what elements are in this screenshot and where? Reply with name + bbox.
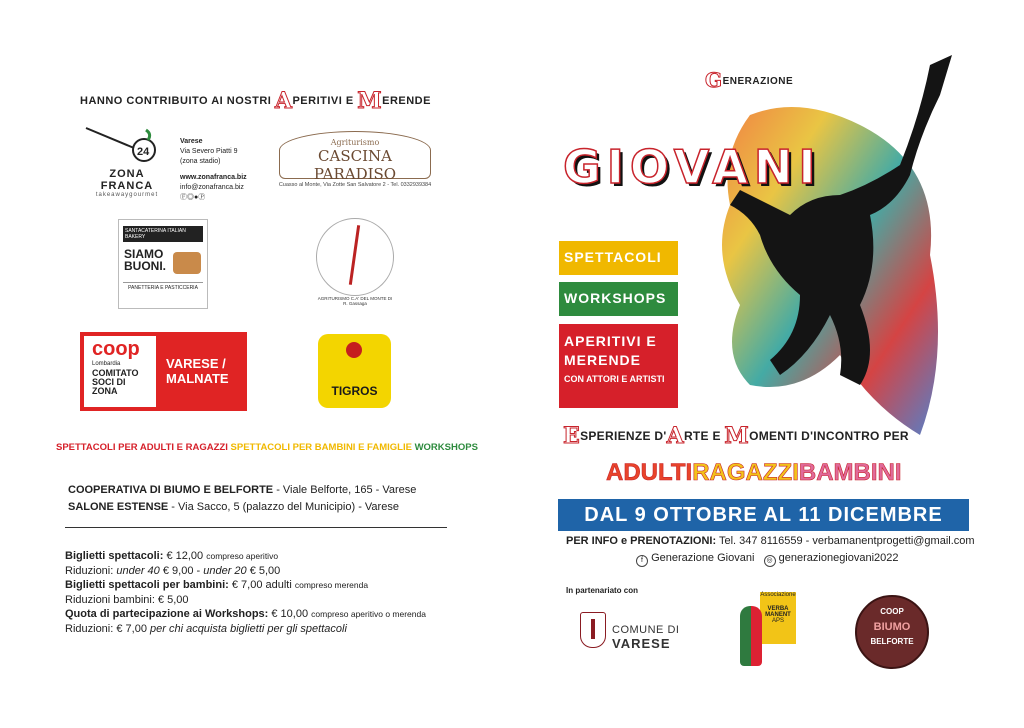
dates-banner: DAL 9 OTTOBRE AL 11 DICEMBRE	[558, 499, 969, 531]
workshops-box: WORKSHOPS	[559, 282, 678, 316]
coop-inner	[84, 336, 156, 407]
sponsors-title-m: M	[357, 88, 383, 114]
audience-line	[606, 459, 902, 487]
esperienze-text-2: RTE E	[683, 429, 725, 443]
agriturismo-monte-text: AGRITURISMO C.A' DEL MONTE DI R. Gassaga	[317, 296, 393, 306]
coop-city-2: MALNATE	[166, 371, 229, 386]
price-line	[65, 549, 426, 564]
cascina-banner	[279, 131, 431, 183]
zona-franca-wordmark: ZONA FRANCA	[100, 168, 154, 192]
aperitivi-line-2: MERENDE	[564, 352, 642, 368]
info-label: PER INFO e PRENOTAZIONI:	[566, 535, 717, 547]
social-line	[636, 552, 899, 567]
generazione-g: G	[705, 68, 723, 92]
audience-ragazzi: RAGAZZI	[692, 459, 799, 486]
venues-list	[68, 482, 416, 516]
biumo-line-1: COOP	[880, 607, 904, 616]
generazione-label	[705, 68, 793, 92]
venue-name: COOPERATIVA DI BIUMO E BELFORTE	[68, 484, 274, 496]
spettacoli-box: SPETTACOLI	[559, 241, 678, 275]
categories-bambini-famiglie: SPETTACOLI PER BAMBINI E FAMIGLIE	[230, 442, 415, 453]
jester-icon	[740, 606, 762, 666]
esperienze-e: E	[563, 423, 581, 449]
cascina-name: CASCINA PARADISO	[313, 147, 397, 183]
tigros-wordmark: TIGROS	[331, 384, 378, 398]
venue-item	[68, 482, 416, 499]
categories-workshops: WORKSHOPS	[414, 442, 478, 453]
zona-franca-social-icons: Ⓕ◎●Ⓟ	[180, 194, 206, 201]
instagram-handle: generazionegiovani2022	[778, 552, 899, 564]
venue-item	[68, 499, 416, 516]
plate-icon	[316, 218, 394, 296]
price-line	[65, 607, 426, 622]
price-text: € 9,00 -	[159, 564, 204, 577]
price-text: Riduzioni: € 7,00	[65, 622, 150, 635]
siamo-buoni-headline-2: BUONI.	[124, 259, 166, 273]
coop-city-1: VARESE /	[166, 356, 226, 371]
venue-name: SALONE ESTENSE	[68, 501, 169, 513]
comune-varese-logo	[580, 612, 680, 656]
divider	[65, 527, 447, 528]
comune-line-1: COMUNE DI	[612, 624, 680, 636]
price-line	[65, 578, 426, 593]
venue-address: - Viale Belforte, 165 - Varese	[273, 484, 417, 496]
verba-line-2: VERBA	[767, 606, 789, 612]
cascina-paradiso-logo	[270, 131, 440, 191]
price-label: Biglietti spettacoli:	[65, 550, 164, 562]
svg-text:24: 24	[137, 146, 150, 158]
comune-line-2: VARESE	[612, 636, 671, 651]
apple-icon	[346, 342, 362, 358]
sponsors-title	[80, 88, 431, 114]
price-note: compreso merenda	[294, 580, 369, 590]
price-line	[65, 622, 426, 637]
zona-franca-logo	[82, 124, 172, 204]
price-label: Biglietti spettacoli per bambini:	[65, 579, 229, 591]
cascina-address: Cuasso al Monte, Via Zotte San Salvatore 2 - Tel. 0332939384	[278, 182, 432, 188]
aperitivi-box	[559, 324, 678, 408]
price-line	[65, 564, 426, 579]
info-line	[566, 535, 975, 547]
verba-line-1: Associazione	[760, 592, 796, 598]
esperienze-text-1: SPERIENZE D'	[580, 429, 667, 443]
biumo-line-2: BIUMO	[873, 621, 911, 633]
coop-wordmark: coop	[92, 338, 140, 360]
esperienze-m: M	[724, 423, 750, 449]
bread-icon	[173, 252, 201, 274]
dancer-artwork	[690, 55, 990, 455]
zona-franca-spoon-icon	[82, 124, 172, 168]
zona-franca-tagline: takeawaygourmet	[95, 192, 159, 198]
price-value: € 10,00	[268, 608, 312, 620]
price-text: per chi acquista biglietti per gli spettacoli	[150, 622, 347, 635]
audience-adulti: ADULTI	[606, 459, 693, 486]
coop-cities	[166, 356, 229, 386]
sponsors-title-merende: ERENDE	[382, 95, 431, 107]
zona-franca-area: (zona stadio)	[180, 158, 221, 165]
coop-comitato-logo	[80, 332, 247, 411]
price-note: compreso aperitivo	[206, 551, 279, 561]
facebook-handle: Generazione Giovani	[651, 552, 755, 564]
shield-icon	[580, 612, 606, 648]
price-text: under 40	[116, 564, 160, 577]
giovani-title: GIOVANI	[563, 140, 822, 194]
coop-line-1: COMITATO	[92, 368, 139, 378]
siamo-buoni-bottom: PANETTERIA E PASTICCERIA	[123, 282, 203, 291]
agriturismo-monte-logo	[315, 218, 395, 308]
partner-label: In partenariato con	[566, 586, 639, 595]
audience-bambini: BAMBINI	[798, 459, 902, 486]
zona-franca-city: Varese	[180, 138, 203, 145]
esperienze-a: A	[666, 423, 684, 449]
siamo-buoni-top: SANTACATERINA ITALIAN BAKERY	[123, 226, 203, 242]
aperitivi-sub: CON ATTORI E ARTISTI	[564, 374, 665, 384]
zona-franca-street: Via Severo Piatti 9	[180, 148, 238, 155]
price-text: Riduzioni:	[65, 564, 117, 577]
info-value: Tel. 347 8116559 - verbamanentprogetti@gmail.com	[716, 535, 975, 547]
facebook-icon: f	[636, 555, 648, 567]
verba-line-3: MANENT	[765, 612, 791, 618]
verba-manent-logo	[734, 586, 796, 672]
coop-biumo-logo	[855, 595, 929, 669]
aperitivi-line-1: APERITIVI E	[564, 333, 657, 349]
sponsors-title-prefix: HANNO CONTRIBUITO AI NOSTRI	[80, 95, 275, 107]
zona-franca-web: www.zonafranca.biz	[180, 174, 247, 181]
price-value: € 7,00 adulti	[228, 579, 295, 591]
sponsors-title-a: A	[274, 88, 293, 114]
verba-line-4: APS	[771, 618, 784, 624]
price-value: € 12,00	[163, 550, 207, 562]
price-line: Riduzioni bambini: € 5,00	[65, 593, 189, 606]
coop-region: Lombardia	[92, 361, 121, 367]
coop-line-3: ZONA	[92, 386, 118, 396]
cascina-agriturismo: Agriturismo	[330, 138, 380, 147]
price-note: compreso aperitivo o merenda	[311, 609, 426, 619]
categories-line	[56, 442, 478, 453]
verba-card	[760, 592, 796, 644]
esperienze-line	[563, 423, 909, 449]
zona-franca-info	[180, 137, 247, 203]
sponsors-title-aperitivi: PERITIVI E	[292, 95, 358, 107]
siamo-buoni-logo	[118, 219, 208, 309]
tigros-logo	[318, 334, 391, 408]
instagram-icon: ◎	[764, 555, 776, 567]
price-text: € 5,00	[246, 564, 281, 577]
coop-line-2: SOCI DI	[92, 377, 126, 387]
venue-address: - Via Sacco, 5 (palazzo del Municipio) - Varese	[168, 501, 399, 513]
esperienze-text-3: OMENTI D'INCONTRO PER	[749, 429, 909, 443]
biumo-line-3: BELFORTE	[870, 637, 914, 646]
price-text: under 20	[203, 564, 247, 577]
prices-block	[65, 549, 426, 636]
zona-franca-email: info@zonafranca.biz	[180, 184, 244, 191]
price-label: Quota di partecipazione ai Workshops:	[65, 608, 269, 620]
categories-adulti-ragazzi: SPETTACOLI PER ADULTI E RAGAZZI	[56, 442, 231, 453]
generazione-rest: ENERAZIONE	[722, 76, 794, 87]
siamo-buoni-headline-1: SIAMO	[124, 247, 164, 261]
